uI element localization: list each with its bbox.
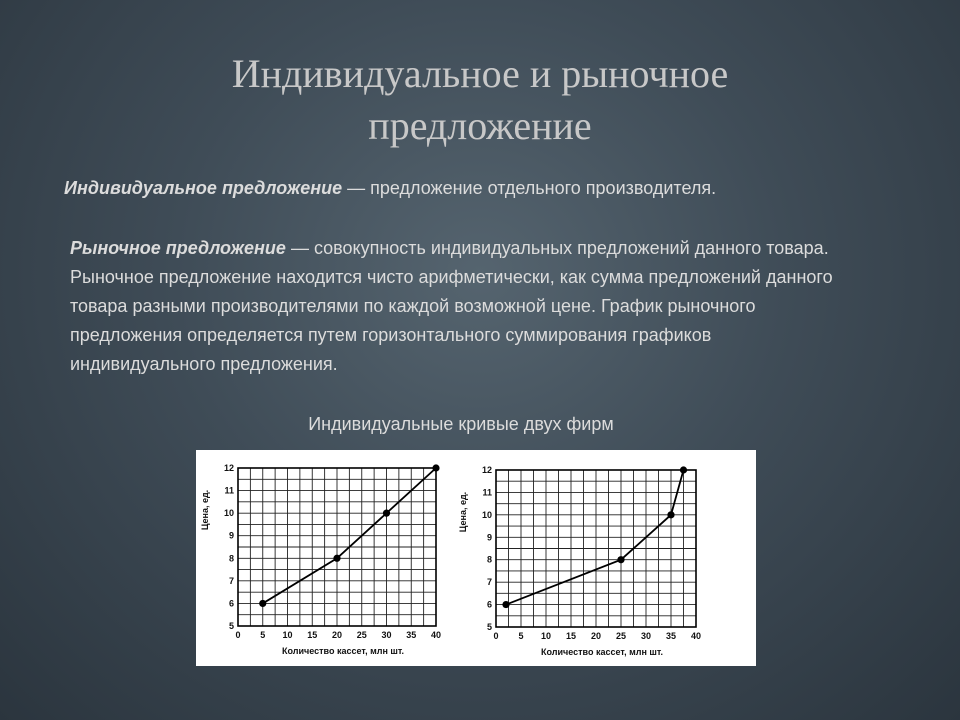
supply-curves-figure [196, 450, 756, 666]
individual-supply-definition [64, 176, 894, 200]
chart2-x-tick-label: 10 [540, 631, 552, 641]
chart1-y-tick-label: 7 [228, 575, 234, 586]
individual-supply-term: Индивидуальное предложение [64, 178, 343, 198]
chart2-x-tick-label: 5 [518, 631, 524, 641]
chart1-x-tick-label: 25 [356, 630, 367, 640]
chart1-y-tick-label: 5 [228, 621, 234, 631]
chart2-y-tick-label: 6 [486, 599, 492, 610]
chart1-x-tick-label: 5 [260, 630, 266, 640]
chart2-x-tick-label: 30 [640, 631, 652, 641]
chart1-y-tick-label: 6 [228, 598, 234, 609]
chart1-x-tick-label: 20 [331, 630, 343, 640]
chart2-data-point [667, 511, 674, 518]
chart1-y-tick-label: 11 [224, 485, 234, 496]
slide-title [0, 48, 960, 152]
chart2-x-tick-label: 25 [615, 631, 627, 641]
figure-caption: Индивидуальные кривые двух фирм [308, 414, 614, 434]
chart1-y-tick-label: 9 [228, 530, 234, 541]
chart2-x-tick-label: 40 [690, 631, 702, 641]
chart1-data-point [383, 510, 390, 517]
chart2-y-tick-label: 7 [486, 577, 492, 588]
chart1-y-tick-label: 12 [223, 463, 234, 473]
market-supply-definition [70, 234, 850, 379]
market-supply-term: Рыночное предложение [70, 238, 286, 258]
chart1-data-point [432, 464, 439, 471]
chart1-y-tick-label: 8 [228, 553, 234, 564]
chart2-y-axis-label: Цена, ед. [458, 491, 468, 533]
chart1-x-tick-label: 35 [406, 630, 417, 640]
chart2-data-point [680, 466, 687, 473]
supply-charts-svg [196, 450, 756, 666]
chart1-x-tick-label: 15 [307, 630, 318, 640]
chart2-y-tick-label: 5 [486, 622, 492, 632]
chart2-x-tick-label: 0 [493, 631, 499, 641]
chart2-y-tick-label: 12 [481, 465, 492, 475]
chart2-y-tick-label: 10 [481, 509, 492, 520]
market-supply-text: — совокупность индивидуальных предложений данного товара. Рыночное предложение находится чисто арифметически, как сумма предложений данного товара разными производителями по каждой возможной цене. График рыночного предложения определяется путем горизонтального суммирования графиков индивидуального предложения. [70, 238, 833, 374]
chart2-y-tick-label: 8 [486, 554, 492, 565]
chart2-y-tick-label: 9 [486, 532, 492, 543]
chart2-x-tick-label: 15 [565, 631, 577, 641]
chart2-y-tick-label: 11 [482, 487, 492, 498]
title-line-1: Индивидуальное и рыночное [231, 51, 729, 96]
chart2-data-point [502, 601, 509, 608]
chart1-y-tick-label: 10 [223, 508, 234, 519]
chart1-x-axis-label: Количество кассет, млн шт. [281, 646, 405, 656]
chart1-y-axis-label: Цена, ед. [200, 489, 210, 531]
chart1-x-tick-label: 30 [381, 630, 392, 640]
chart1-x-tick-label: 40 [430, 630, 442, 640]
chart2-x-axis-label: Количество кассет, млн шт. [540, 647, 664, 657]
individual-supply-text: — предложение отдельного производителя. [342, 178, 717, 198]
chart1-x-tick-label: 10 [282, 630, 293, 640]
title-line-2: предложение [368, 103, 592, 148]
chart2-data-point [617, 556, 624, 563]
chart2-x-tick-label: 35 [665, 631, 677, 641]
chart1-data-point [259, 600, 266, 607]
chart2-x-tick-label: 20 [590, 631, 602, 641]
chart1-x-tick-label: 0 [235, 630, 241, 640]
chart1-data-point [333, 555, 340, 562]
